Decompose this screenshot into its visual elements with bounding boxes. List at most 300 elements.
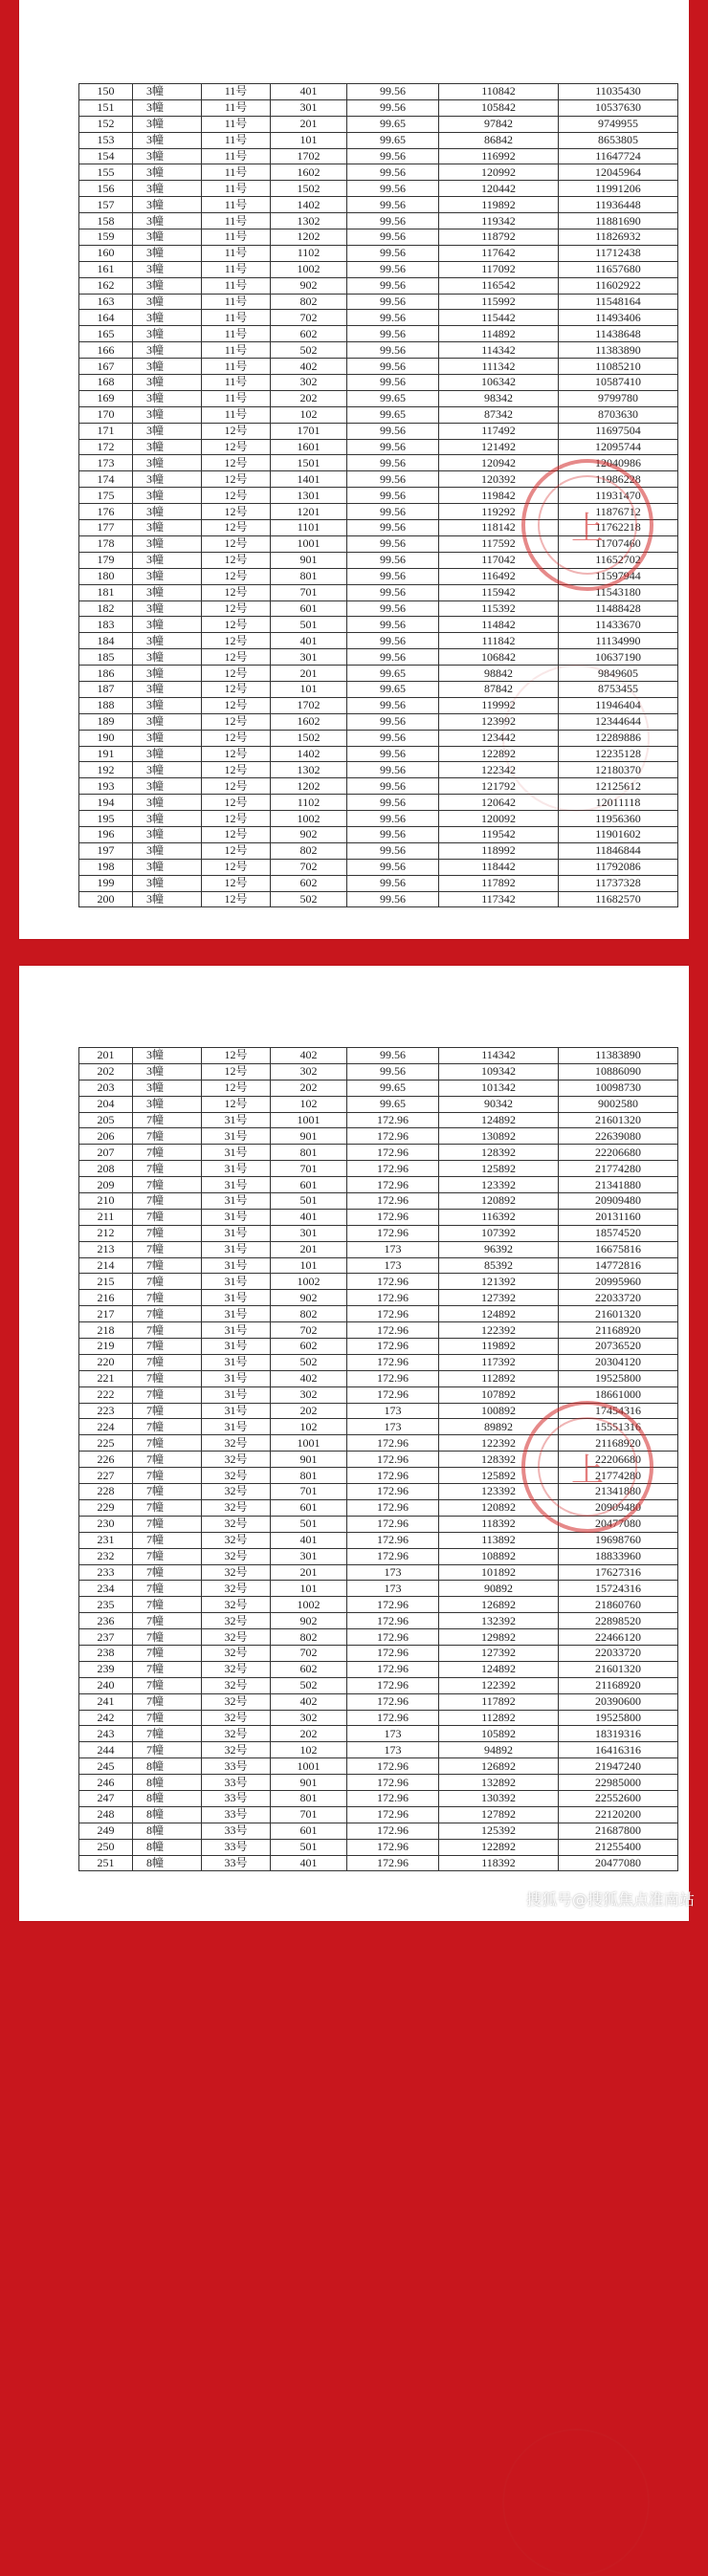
building-cell: 3幢 — [133, 826, 202, 842]
row-number-cell: 187 — [79, 681, 133, 697]
row-number-cell: 212 — [79, 1225, 133, 1241]
unit-price-cell: 116392 — [439, 1209, 559, 1225]
unit-price-cell: 125392 — [439, 1823, 559, 1839]
area-cell: 99.56 — [347, 552, 439, 568]
room-cell: 1502 — [271, 181, 347, 197]
area-cell: 99.56 — [347, 859, 439, 875]
unit-cell: 33号 — [202, 1775, 271, 1791]
building-cell: 3幢 — [133, 842, 202, 859]
total-price-cell: 21601320 — [559, 1112, 678, 1128]
unit-cell: 12号 — [202, 455, 271, 471]
total-price-cell: 11946404 — [559, 697, 678, 713]
room-cell: 902 — [271, 826, 347, 842]
building-cell: 3幢 — [133, 713, 202, 730]
unit-price-cell: 111342 — [439, 359, 559, 375]
unit-cell: 31号 — [202, 1419, 271, 1435]
room-cell: 701 — [271, 1161, 347, 1177]
room-cell: 501 — [271, 1193, 347, 1210]
area-cell: 99.56 — [347, 359, 439, 375]
area-cell: 99.56 — [347, 520, 439, 536]
room-cell: 301 — [271, 649, 347, 666]
unit-cell: 12号 — [202, 552, 271, 568]
unit-cell: 32号 — [202, 1661, 271, 1677]
unit-price-cell: 119892 — [439, 197, 559, 213]
row-number-cell: 245 — [79, 1758, 133, 1775]
room-cell: 1102 — [271, 795, 347, 811]
total-price-cell: 12011118 — [559, 795, 678, 811]
total-price-cell: 11652702 — [559, 552, 678, 568]
total-price-cell: 21947240 — [559, 1758, 678, 1775]
building-cell: 3幢 — [133, 762, 202, 778]
room-cell: 602 — [271, 1661, 347, 1677]
area-cell: 99.56 — [347, 730, 439, 746]
total-price-cell: 11438648 — [559, 326, 678, 342]
unit-cell: 31号 — [202, 1403, 271, 1419]
unit-cell: 11号 — [202, 406, 271, 423]
unit-cell: 12号 — [202, 746, 271, 762]
row-number-cell: 208 — [79, 1161, 133, 1177]
area-cell: 172.96 — [347, 1128, 439, 1145]
area-cell: 172.96 — [347, 1209, 439, 1225]
room-cell: 1302 — [271, 762, 347, 778]
unit-cell: 32号 — [202, 1693, 271, 1710]
unit-price-cell: 108892 — [439, 1548, 559, 1564]
seal-glyph: 上 — [571, 509, 604, 548]
table-row — [79, 375, 678, 391]
table-row — [79, 197, 678, 213]
unit-cell: 31号 — [202, 1193, 271, 1210]
area-cell: 99.56 — [347, 164, 439, 181]
unit-cell: 12号 — [202, 842, 271, 859]
row-number-cell: 239 — [79, 1661, 133, 1677]
unit-cell: 31号 — [202, 1145, 271, 1161]
room-cell: 502 — [271, 342, 347, 359]
table-row — [79, 1790, 678, 1806]
total-price-cell: 9002580 — [559, 1096, 678, 1112]
total-price-cell: 11035430 — [559, 84, 678, 100]
unit-price-cell: 114342 — [439, 1048, 559, 1064]
row-number-cell: 226 — [79, 1452, 133, 1468]
area-cell: 99.56 — [347, 439, 439, 455]
total-price-cell: 8753455 — [559, 681, 678, 697]
row-number-cell: 160 — [79, 245, 133, 261]
table-row — [79, 826, 678, 842]
table-row — [79, 649, 678, 666]
room-cell: 601 — [271, 1499, 347, 1516]
unit-cell: 32号 — [202, 1710, 271, 1726]
building-cell: 7幢 — [133, 1548, 202, 1564]
row-number-cell: 246 — [79, 1775, 133, 1791]
table-row — [79, 84, 678, 100]
area-cell: 99.56 — [347, 99, 439, 116]
unit-cell: 32号 — [202, 1564, 271, 1581]
building-cell: 3幢 — [133, 811, 202, 827]
unit-cell: 12号 — [202, 778, 271, 795]
row-number-cell: 204 — [79, 1096, 133, 1112]
unit-cell: 11号 — [202, 277, 271, 294]
unit-price-cell: 123442 — [439, 730, 559, 746]
room-cell: 502 — [271, 1677, 347, 1693]
table-row — [79, 1693, 678, 1710]
unit-price-cell: 117892 — [439, 1693, 559, 1710]
building-cell: 3幢 — [133, 649, 202, 666]
room-cell: 101 — [271, 1581, 347, 1597]
table-row — [79, 1581, 678, 1597]
unit-price-cell: 122892 — [439, 1839, 559, 1855]
area-cell: 99.56 — [347, 568, 439, 584]
total-price-cell: 9849605 — [559, 666, 678, 682]
room-cell: 302 — [271, 1063, 347, 1080]
table-row — [79, 1322, 678, 1339]
total-price-cell: 12235128 — [559, 746, 678, 762]
room-cell: 402 — [271, 1370, 347, 1386]
total-price-cell: 12289886 — [559, 730, 678, 746]
row-number-cell: 195 — [79, 811, 133, 827]
unit-price-cell: 98842 — [439, 666, 559, 682]
table-row — [79, 891, 678, 907]
room-cell: 202 — [271, 1726, 347, 1742]
room-cell: 301 — [271, 99, 347, 116]
unit-price-cell: 111842 — [439, 633, 559, 649]
room-cell: 102 — [271, 1419, 347, 1435]
table-row — [79, 1839, 678, 1855]
table-row — [79, 1161, 678, 1177]
building-cell: 7幢 — [133, 1128, 202, 1145]
unit-price-cell: 119542 — [439, 826, 559, 842]
building-cell: 7幢 — [133, 1742, 202, 1758]
unit-price-cell: 105842 — [439, 99, 559, 116]
room-cell: 802 — [271, 842, 347, 859]
room-cell: 801 — [271, 1468, 347, 1484]
row-number-cell: 241 — [79, 1693, 133, 1710]
total-price-cell: 11657680 — [559, 261, 678, 277]
area-cell: 99.65 — [347, 132, 439, 148]
area-cell: 172.96 — [347, 1499, 439, 1516]
row-number-cell: 237 — [79, 1629, 133, 1646]
room-cell: 101 — [271, 681, 347, 697]
building-cell: 7幢 — [133, 1710, 202, 1726]
building-cell: 7幢 — [133, 1241, 202, 1257]
building-cell: 7幢 — [133, 1209, 202, 1225]
building-cell: 3幢 — [133, 568, 202, 584]
row-number-cell: 183 — [79, 617, 133, 633]
table-row — [79, 1177, 678, 1193]
total-price-cell: 22120200 — [559, 1806, 678, 1823]
total-price-cell: 11876712 — [559, 504, 678, 520]
table-row — [79, 439, 678, 455]
building-cell: 3幢 — [133, 584, 202, 600]
row-number-cell: 168 — [79, 375, 133, 391]
room-cell: 701 — [271, 1484, 347, 1500]
unit-price-cell: 121392 — [439, 1274, 559, 1290]
building-cell: 7幢 — [133, 1225, 202, 1241]
building-cell: 3幢 — [133, 488, 202, 504]
total-price-cell: 21774280 — [559, 1161, 678, 1177]
room-cell: 401 — [271, 1532, 347, 1548]
unit-price-cell: 101342 — [439, 1080, 559, 1096]
row-number-cell: 242 — [79, 1710, 133, 1726]
room-cell: 301 — [271, 1225, 347, 1241]
unit-cell: 32号 — [202, 1742, 271, 1758]
unit-cell: 31号 — [202, 1225, 271, 1241]
unit-price-cell: 130892 — [439, 1128, 559, 1145]
row-number-cell: 170 — [79, 406, 133, 423]
area-cell: 172.96 — [347, 1629, 439, 1646]
table-row — [79, 359, 678, 375]
total-price-cell: 11712438 — [559, 245, 678, 261]
total-price-cell: 11936448 — [559, 197, 678, 213]
building-cell: 3幢 — [133, 84, 202, 100]
row-number-cell: 176 — [79, 504, 133, 520]
table-row — [79, 1613, 678, 1629]
building-cell: 7幢 — [133, 1370, 202, 1386]
unit-price-cell: 107392 — [439, 1225, 559, 1241]
total-price-cell: 11543180 — [559, 584, 678, 600]
total-price-cell: 12040986 — [559, 455, 678, 471]
total-price-cell: 21601320 — [559, 1306, 678, 1322]
room-cell: 301 — [271, 1548, 347, 1564]
room-cell: 1402 — [271, 746, 347, 762]
room-cell: 201 — [271, 116, 347, 132]
unit-cell: 31号 — [202, 1128, 271, 1145]
table-row — [79, 1112, 678, 1128]
building-cell: 3幢 — [133, 681, 202, 697]
building-cell: 3幢 — [133, 390, 202, 406]
unit-cell: 12号 — [202, 859, 271, 875]
row-number-cell: 155 — [79, 164, 133, 181]
total-price-cell: 11548164 — [559, 294, 678, 310]
row-number-cell: 193 — [79, 778, 133, 795]
area-cell: 172.96 — [347, 1839, 439, 1855]
building-cell: 8幢 — [133, 1823, 202, 1839]
area-cell: 172.96 — [347, 1693, 439, 1710]
area-cell: 99.56 — [347, 261, 439, 277]
building-cell: 3幢 — [133, 229, 202, 246]
building-cell: 7幢 — [133, 1419, 202, 1435]
table-row — [79, 1209, 678, 1225]
row-number-cell: 209 — [79, 1177, 133, 1193]
unit-price-cell: 123392 — [439, 1177, 559, 1193]
building-cell: 8幢 — [133, 1855, 202, 1871]
row-number-cell: 161 — [79, 261, 133, 277]
room-cell: 1601 — [271, 439, 347, 455]
area-cell: 99.56 — [347, 213, 439, 229]
total-price-cell: 12095744 — [559, 439, 678, 455]
unit-price-cell: 122342 — [439, 762, 559, 778]
room-cell: 101 — [271, 132, 347, 148]
area-cell: 99.56 — [347, 1063, 439, 1080]
unit-cell: 11号 — [202, 148, 271, 164]
row-number-cell: 186 — [79, 666, 133, 682]
total-price-cell: 11383890 — [559, 342, 678, 359]
table-row — [79, 1564, 678, 1581]
table-row — [79, 1742, 678, 1758]
table-row — [79, 181, 678, 197]
unit-price-cell: 120642 — [439, 795, 559, 811]
table-row — [79, 1274, 678, 1290]
room-cell: 802 — [271, 294, 347, 310]
area-cell: 99.56 — [347, 471, 439, 488]
building-cell: 7幢 — [133, 1468, 202, 1484]
unit-cell: 31号 — [202, 1370, 271, 1386]
room-cell: 1602 — [271, 164, 347, 181]
area-cell: 173 — [347, 1257, 439, 1274]
building-cell: 3幢 — [133, 197, 202, 213]
area-cell: 172.96 — [347, 1161, 439, 1177]
room-cell: 1001 — [271, 1758, 347, 1775]
area-cell: 99.56 — [347, 875, 439, 891]
unit-cell: 12号 — [202, 730, 271, 746]
building-cell: 7幢 — [133, 1306, 202, 1322]
total-price-cell: 22206680 — [559, 1452, 678, 1468]
row-number-cell: 167 — [79, 359, 133, 375]
area-cell: 173 — [347, 1726, 439, 1742]
building-cell: 3幢 — [133, 504, 202, 520]
room-cell: 401 — [271, 633, 347, 649]
room-cell: 601 — [271, 1823, 347, 1839]
room-cell: 1002 — [271, 811, 347, 827]
table-row — [79, 1080, 678, 1096]
building-cell: 3幢 — [133, 1096, 202, 1112]
area-cell: 172.96 — [347, 1484, 439, 1500]
total-price-cell: 22033720 — [559, 1645, 678, 1661]
unit-price-cell: 120992 — [439, 164, 559, 181]
unit-cell: 11号 — [202, 390, 271, 406]
unit-price-cell: 117342 — [439, 891, 559, 907]
row-number-cell: 251 — [79, 1855, 133, 1871]
unit-cell: 12号 — [202, 423, 271, 439]
unit-cell: 31号 — [202, 1386, 271, 1403]
table-row — [79, 1677, 678, 1693]
building-cell: 7幢 — [133, 1597, 202, 1613]
building-cell: 7幢 — [133, 1274, 202, 1290]
total-price-cell: 12344644 — [559, 713, 678, 730]
room-cell: 1002 — [271, 1274, 347, 1290]
seal-glyph: 上 — [571, 1451, 604, 1490]
unit-price-cell: 117392 — [439, 1354, 559, 1370]
area-cell: 99.65 — [347, 1080, 439, 1096]
area-cell: 172.96 — [347, 1435, 439, 1452]
row-number-cell: 223 — [79, 1403, 133, 1419]
table-row — [79, 1806, 678, 1823]
building-cell: 3幢 — [133, 423, 202, 439]
total-price-cell: 22985000 — [559, 1775, 678, 1791]
row-number-cell: 228 — [79, 1484, 133, 1500]
room-cell: 701 — [271, 1806, 347, 1823]
unit-cell: 11号 — [202, 181, 271, 197]
total-price-cell: 22552600 — [559, 1790, 678, 1806]
building-cell: 7幢 — [133, 1161, 202, 1177]
total-price-cell: 11383890 — [559, 1048, 678, 1064]
room-cell: 302 — [271, 1710, 347, 1726]
room-cell: 802 — [271, 1306, 347, 1322]
row-number-cell: 234 — [79, 1581, 133, 1597]
room-cell: 1101 — [271, 520, 347, 536]
unit-price-cell: 89892 — [439, 1419, 559, 1435]
room-cell: 401 — [271, 1855, 347, 1871]
room-cell: 1702 — [271, 148, 347, 164]
total-price-cell: 15551316 — [559, 1419, 678, 1435]
unit-price-cell: 122392 — [439, 1322, 559, 1339]
row-number-cell: 152 — [79, 116, 133, 132]
building-cell: 8幢 — [133, 1839, 202, 1855]
area-cell: 99.65 — [347, 116, 439, 132]
area-cell: 99.56 — [347, 423, 439, 439]
unit-cell: 31号 — [202, 1209, 271, 1225]
unit-cell: 31号 — [202, 1339, 271, 1355]
area-cell: 99.56 — [347, 617, 439, 633]
unit-cell: 11号 — [202, 359, 271, 375]
area-cell: 99.56 — [347, 197, 439, 213]
building-cell: 7幢 — [133, 1403, 202, 1419]
unit-cell: 11号 — [202, 342, 271, 359]
building-cell: 3幢 — [133, 181, 202, 197]
unit-cell: 12号 — [202, 568, 271, 584]
unit-cell: 12号 — [202, 697, 271, 713]
unit-price-cell: 90342 — [439, 1096, 559, 1112]
room-cell: 901 — [271, 552, 347, 568]
building-cell: 3幢 — [133, 245, 202, 261]
room-cell: 302 — [271, 375, 347, 391]
building-cell: 7幢 — [133, 1581, 202, 1597]
table-row — [79, 1354, 678, 1370]
unit-cell: 12号 — [202, 471, 271, 488]
row-number-cell: 203 — [79, 1080, 133, 1096]
area-cell: 99.56 — [347, 778, 439, 795]
table-row — [79, 326, 678, 342]
row-number-cell: 179 — [79, 552, 133, 568]
row-number-cell: 224 — [79, 1419, 133, 1435]
area-cell: 99.56 — [347, 504, 439, 520]
unit-price-cell: 118392 — [439, 1855, 559, 1871]
unit-cell: 33号 — [202, 1855, 271, 1871]
building-cell: 8幢 — [133, 1775, 202, 1791]
unit-cell: 31号 — [202, 1354, 271, 1370]
table-row — [79, 1775, 678, 1791]
unit-price-cell: 87342 — [439, 406, 559, 423]
unit-price-cell: 115942 — [439, 584, 559, 600]
area-cell: 99.56 — [347, 584, 439, 600]
building-cell: 7幢 — [133, 1322, 202, 1339]
area-cell: 173 — [347, 1419, 439, 1435]
total-price-cell: 11433670 — [559, 617, 678, 633]
table-row — [79, 1096, 678, 1112]
unit-cell: 32号 — [202, 1532, 271, 1548]
unit-cell: 12号 — [202, 584, 271, 600]
unit-price-cell: 118142 — [439, 520, 559, 536]
row-number-cell: 205 — [79, 1112, 133, 1128]
unit-cell: 31号 — [202, 1274, 271, 1290]
unit-cell: 11号 — [202, 99, 271, 116]
unit-price-cell: 122892 — [439, 746, 559, 762]
total-price-cell: 11493406 — [559, 310, 678, 326]
area-cell: 99.56 — [347, 245, 439, 261]
unit-price-cell: 120092 — [439, 811, 559, 827]
total-price-cell: 11881690 — [559, 213, 678, 229]
building-cell: 3幢 — [133, 455, 202, 471]
total-price-cell: 20477080 — [559, 1516, 678, 1532]
row-number-cell: 247 — [79, 1790, 133, 1806]
area-cell: 172.96 — [347, 1354, 439, 1370]
row-number-cell: 220 — [79, 1354, 133, 1370]
building-cell: 3幢 — [133, 600, 202, 617]
area-cell: 172.96 — [347, 1145, 439, 1161]
unit-price-cell: 98342 — [439, 390, 559, 406]
table-row — [79, 842, 678, 859]
area-cell: 172.96 — [347, 1790, 439, 1806]
building-cell: 3幢 — [133, 213, 202, 229]
unit-price-cell: 117892 — [439, 875, 559, 891]
